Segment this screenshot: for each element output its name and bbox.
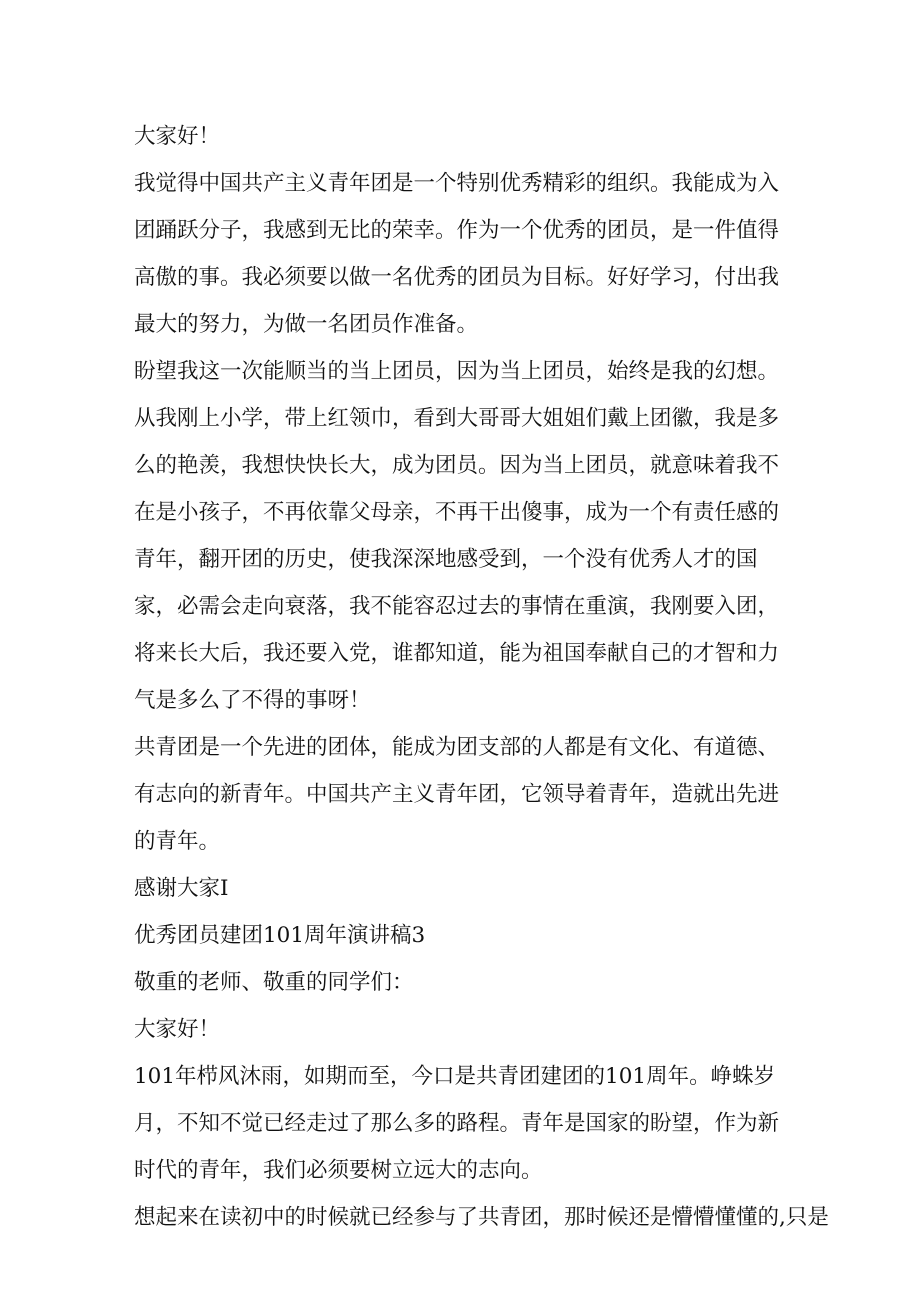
document-body	[134, 113, 829, 1241]
greeting-2: 大家好！	[134, 1017, 221, 1042]
closing-thanks: 感谢大家I	[134, 876, 229, 901]
paragraph-4: 101年栉风沐雨，如期而至，今口是共青团建团的101周年。峥蛛岁月，不知不觉已经走过了那么多的路程。青年是国家的盼望，作为新时代的青年，我们必须要树立远大的志向。	[134, 1064, 780, 1183]
paragraph-1: 我觉得中国共产主义青年团是一个特别优秀精彩的组织。我能成为入团踊跃分子，我感到无比的荣幸。作为一个优秀的团员，是一件值得高傲的事。我必须要以做一名优秀的团员为目标。好好学习，付出我最大的努力，为做一名团员作准备。	[134, 171, 780, 337]
paragraph-5-start: 想起来在读初中的时候就已经参与了共青团，那时候还是懵懵懂懂的,只是	[134, 1205, 829, 1230]
greeting: 大家好！	[134, 124, 221, 149]
salutation: 敬重的老师、敬重的同学们：	[134, 970, 414, 995]
speech-title: 优秀团员建团101周年演讲稿3	[134, 923, 426, 948]
paragraph-3: 共青团是一个先进的团体，能成为团支部的人都是有文化、有道德、有志向的新青年。中国共产主义青年团，它领导着青年，造就出先进的青年。	[134, 735, 780, 854]
paragraph-2: 盼望我这一次能顺当的当上团员，因为当上团员，始终是我的幻想。从我刚上小学，带上红领巾，看到大哥哥大姐姐们戴上团徽，我是多么的艳羡，我想快快长大，成为团员。因为当上团员，就意味着我不在是小孩子，不再依靠父母亲，不再干出傻事，成为一个有责任感的青年，翻开团的历史，使我深深地感受到，一个没有优秀人才的国家，必需会走向衰落，我不能容忍过去的事情在重演，我刚要入团，将来长大后，我还要入党，谁都知道，能为祖国奉献自己的才智和力气是多么了不得的事呀！	[134, 359, 780, 713]
